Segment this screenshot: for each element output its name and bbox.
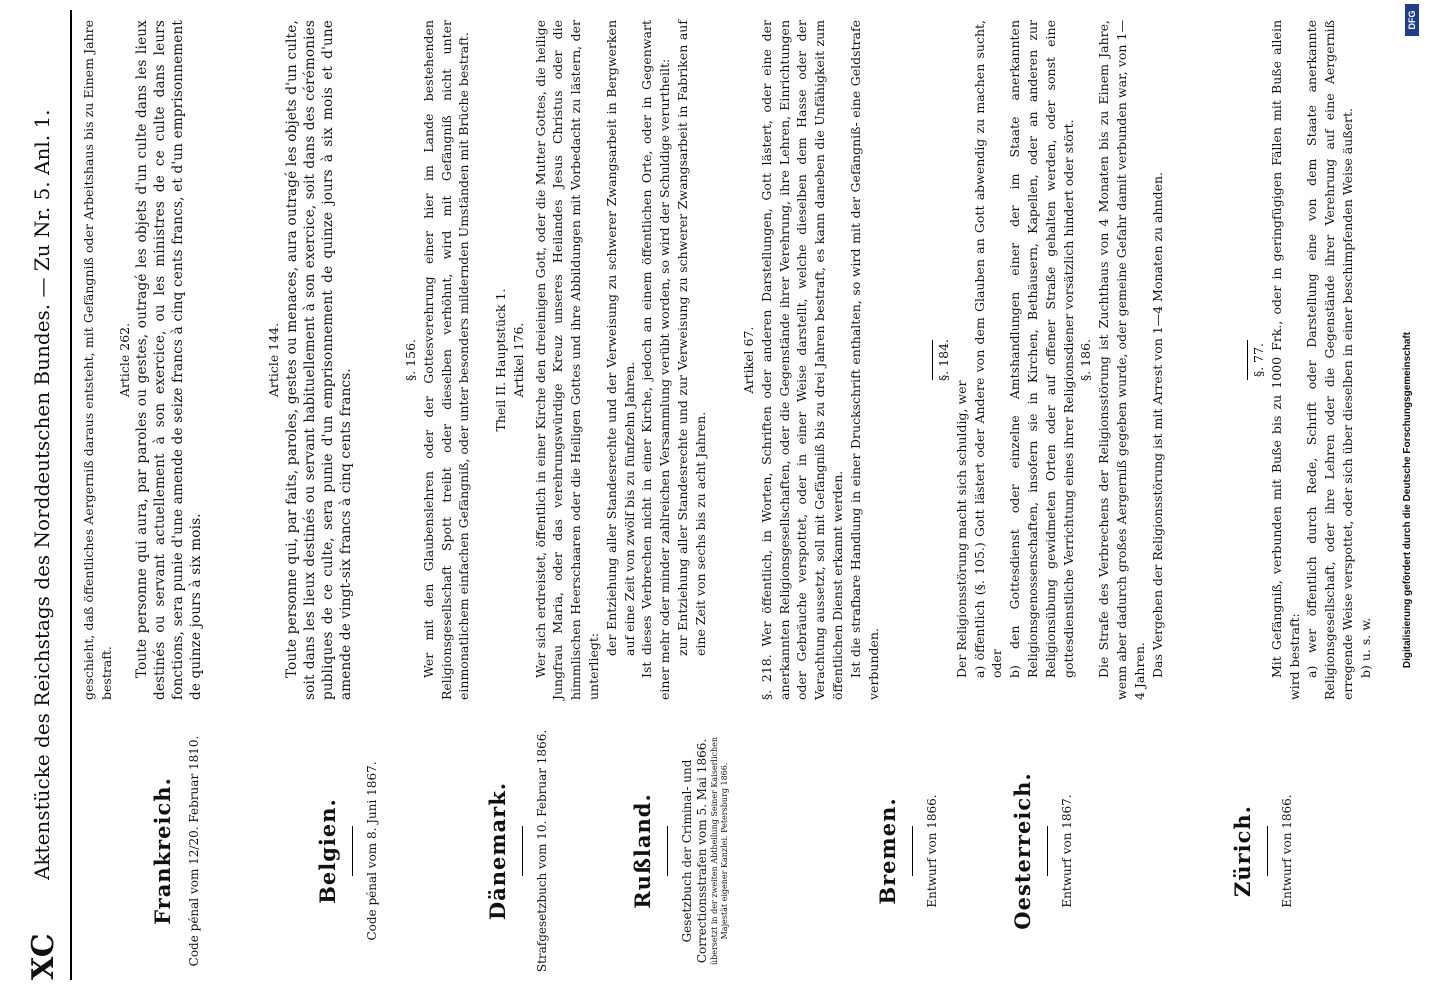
divider [352, 826, 353, 876]
section-belgien [265, 20, 355, 700]
paragraph: Mit Gefängniß, verbunden mit Buße bis zu 1000 Frk., oder in geringfügigen Fällen mit Buße allein wird bestraft: [1268, 20, 1302, 700]
country-source: Code pénal vom 12/20. Februar 1810. [187, 735, 201, 967]
paragraph: a) wer öffentlich durch Rede, Schrift oder Darstellung eine von dem Staate anerkannte Religionsgesellschaft, oder ihre Lehren oder die Gegenstände ihrer Verehrung auf eine Aergerniß erregende Weise verspottet, oder sich über dieselben in einer beschimpfenden Weise äußert. [1304, 20, 1355, 700]
digitization-credit [1402, 0, 1420, 1000]
divider [932, 340, 933, 380]
country-name: Rußland. [630, 793, 655, 909]
paragraph: b) den Gottesdienst oder einzelne Amtshandlungen einer der im Staate anerkannten Religionsgenossenschaften, insofern sie in Kirchen, Bethäusern, Kapellen, oder an anderen zur Religionsübung gewidmeten Orten oder auf offener Straße gehalten werden, oder sonst eine gottesdienstliche Verrichtung eines ihrer Religionsdiener vorsätzlich hindert oder stört. [1007, 20, 1076, 678]
divider [912, 826, 913, 876]
country-source: Gesetzbuch der Criminal- und Correctionsstrafen vom 5. Mai 1866. [680, 738, 709, 964]
paragraph: Das Vergehen der Religionsstörung ist mit Arrest von 1—4 Monaten zu ahnden. [1149, 171, 1165, 678]
country-note: übersetzt in der zweiten Abtheilung Seiner Kaiserlichen Majestät eigener Kanzlei. Petersburg 1866. [710, 736, 729, 966]
page-header [8, 10, 68, 980]
country-zuerich [1230, 720, 1295, 982]
paragraph: Ist die strafbare Handlung in einer Druckschrift enthalten, so wird mit der Gefängniß- eine Geldstrafe verbunden. [847, 20, 881, 700]
country-name: Oesterreich. [1010, 772, 1035, 930]
paragraph: Wer mit den Glaubenslehren oder der Gottesverehrung einer hier im Lande bestehenden Religionsgesellschaft Spott treibt oder dieselben verhöhnt, wird mit Gefängniß nicht unter einmonatlichem einfachen Gefängniß, oder unter besonders mildernden Umständen mit Brüche bestraft. [420, 20, 472, 700]
divider [522, 826, 523, 876]
section-frankreich [80, 20, 205, 700]
text-column [80, 20, 1410, 700]
paragraph: a) öffentlich (§. 105.) Gott lästert oder Andere von dem Glauben an Gott abwendig zu machen sucht, oder [971, 20, 1005, 678]
country-belgien [315, 720, 380, 982]
country-name: Belgien. [315, 798, 340, 904]
section-daenemark [402, 20, 473, 700]
country-frankreich [150, 720, 202, 982]
paragraph-heading: §. 184. [936, 338, 951, 382]
article-heading: Article 262. [116, 322, 132, 398]
paragraph: Der Religionsstörung macht sich schuldig, wer [953, 380, 969, 678]
paragraph: Wer sich erdreistet, öffentlich in einer Kirche den dreieinigen Gott, oder die Mutter Gottes, die heilige Jungfrau Maria, oder das verehrungswürdige Kreuz unseres Heilandes Jesus Christus oder die himmlischen Heerschaaren oder die Heiligen Gottes und ihre Abbildungen mit Vorbedacht zu lästern, der unterliegt: [532, 20, 601, 700]
country-name: Frankreich. [150, 777, 175, 925]
paragraph: Ist dieses Verbrechen nicht in einer Kirche, jedoch an einem öffentlichen Orte, oder in Gegenwart einer mehr oder minder zahlreichen Versammlung verübt worden, so wird der Schuldige verurtheilt: [639, 20, 673, 700]
page-number: XC [26, 933, 61, 980]
country-oesterreich [1010, 720, 1075, 982]
paragraph: b) u. s. w. [1357, 617, 1373, 678]
country-source: Entwurf von 1867. [1060, 794, 1074, 908]
divider [667, 826, 668, 876]
paragraph: §. 218. Wer öffentlich, in Worten, Schriften oder anderen Darstellungen, Gott lästert, oder eine der anerkannten Religionsgesellschaften, oder die Gegenstände ihrer Verehrung, ihre Lehren, Einrichtungen oder Gebräuche verspottet, oder in einer Weise darstellt, welche dieselben dem Hasse oder der Verachtung aussetzt, soll mit Gefängniß bis zu drei Jahren bestraft, es kann daneben die Unfähigkeit zum öffentlichen Dienst erkannt werden. [758, 20, 845, 700]
country-source: Entwurf von 1866. [1280, 794, 1294, 908]
country-daenemark [485, 720, 550, 982]
divider [1247, 340, 1248, 380]
article-heading: Artikel 67. [741, 326, 756, 394]
divider [1267, 826, 1268, 876]
section-bremen [740, 20, 882, 700]
paragraph-heading: §. 186. [1078, 338, 1094, 382]
paragraph: der Entziehung aller Standesrechte und der Verweisung zu schwerer Zwangsarbeit in Bergwerken auf eine Zeit von zwölf bis zu fünfzehn Jahren. [603, 20, 637, 656]
section-oesterreich [930, 20, 1166, 700]
part-heading: Theil II. Hauptstück 1. [493, 288, 508, 432]
paragraph-heading: §. 77. [1251, 342, 1266, 378]
paragraph: geschieht, daß öffentliches Aergerniß daraus entsteht, mit Gefängniß oder Arbeitshaus bis zu Einem Jahre bestraft. [81, 20, 114, 700]
country-name: Dänemark. [485, 781, 510, 921]
article-heading: Article 144. [266, 322, 281, 398]
paragraph: zur Entziehung aller Standesrechte und zur Verweisung zu schwerer Zwangsarbeit in Fabriken auf eine Zeit von sechs bis zu acht Jahren. [674, 20, 708, 656]
country-column [70, 720, 1410, 982]
divider [1047, 826, 1048, 876]
paragraph: Toute personne qui, par faits, paroles, gestes ou menaces, aura outragé les objets d'un culte, soit dans les lieux destinés ou servant habituellement à son exercice, soit dans des cérémonies publiques de ce culte, sera punie d'un emprisonnement de quinze jours à six mois et d'une amende de vingt-six francs à cinq cents francs. [283, 20, 354, 700]
paragraph-heading: §. 156. [403, 338, 418, 382]
paragraph: Die Strafe des Verbrechens der Religionsstörung ist Zuchthaus von 4 Monaten bis zu Einem Jahre, wenn aber dadurch großes Aergerniß gegeben wurde, oder gemeine Gefahr damit verbunden war, von 1—4 Jahren. [1096, 20, 1147, 700]
section-russland [492, 20, 710, 700]
page-title: Aktenstücke des Reichstags des Norddeutschen Bundes. — Zu Nr. 5. Anl. 1. [30, 109, 54, 880]
article-heading: Artikel 176. [510, 322, 526, 398]
country-source: Entwurf von 1866. [925, 794, 939, 908]
paragraph: Toute personne qui aura, par paroles ou gestes, outragé les objets d'un culte dans les lieux destinés ou servant actuellement à son exercice, ou les ministres de ce culte dans leurs fonctions, sera punie d'une amende de seize francs à cinq cents francs, et d'un emprisonnement de quinze jours à six mois. [134, 20, 205, 700]
country-name: Bremen. [875, 797, 900, 905]
country-source: Code pénal vom 8. Juni 1867. [365, 761, 379, 941]
credit-text: Digitalisierung gefördert durch die Deutsche Forschungsgemeinschaft [1402, 331, 1413, 669]
section-zuerich [1245, 20, 1375, 700]
country-name: Zürich. [1230, 805, 1255, 898]
country-bremen [875, 720, 940, 982]
dfg-logo: DFG [1405, 4, 1419, 36]
country-source: Strafgesetzbuch vom 10. Februar 1866. [535, 729, 549, 973]
country-russland [630, 720, 730, 982]
